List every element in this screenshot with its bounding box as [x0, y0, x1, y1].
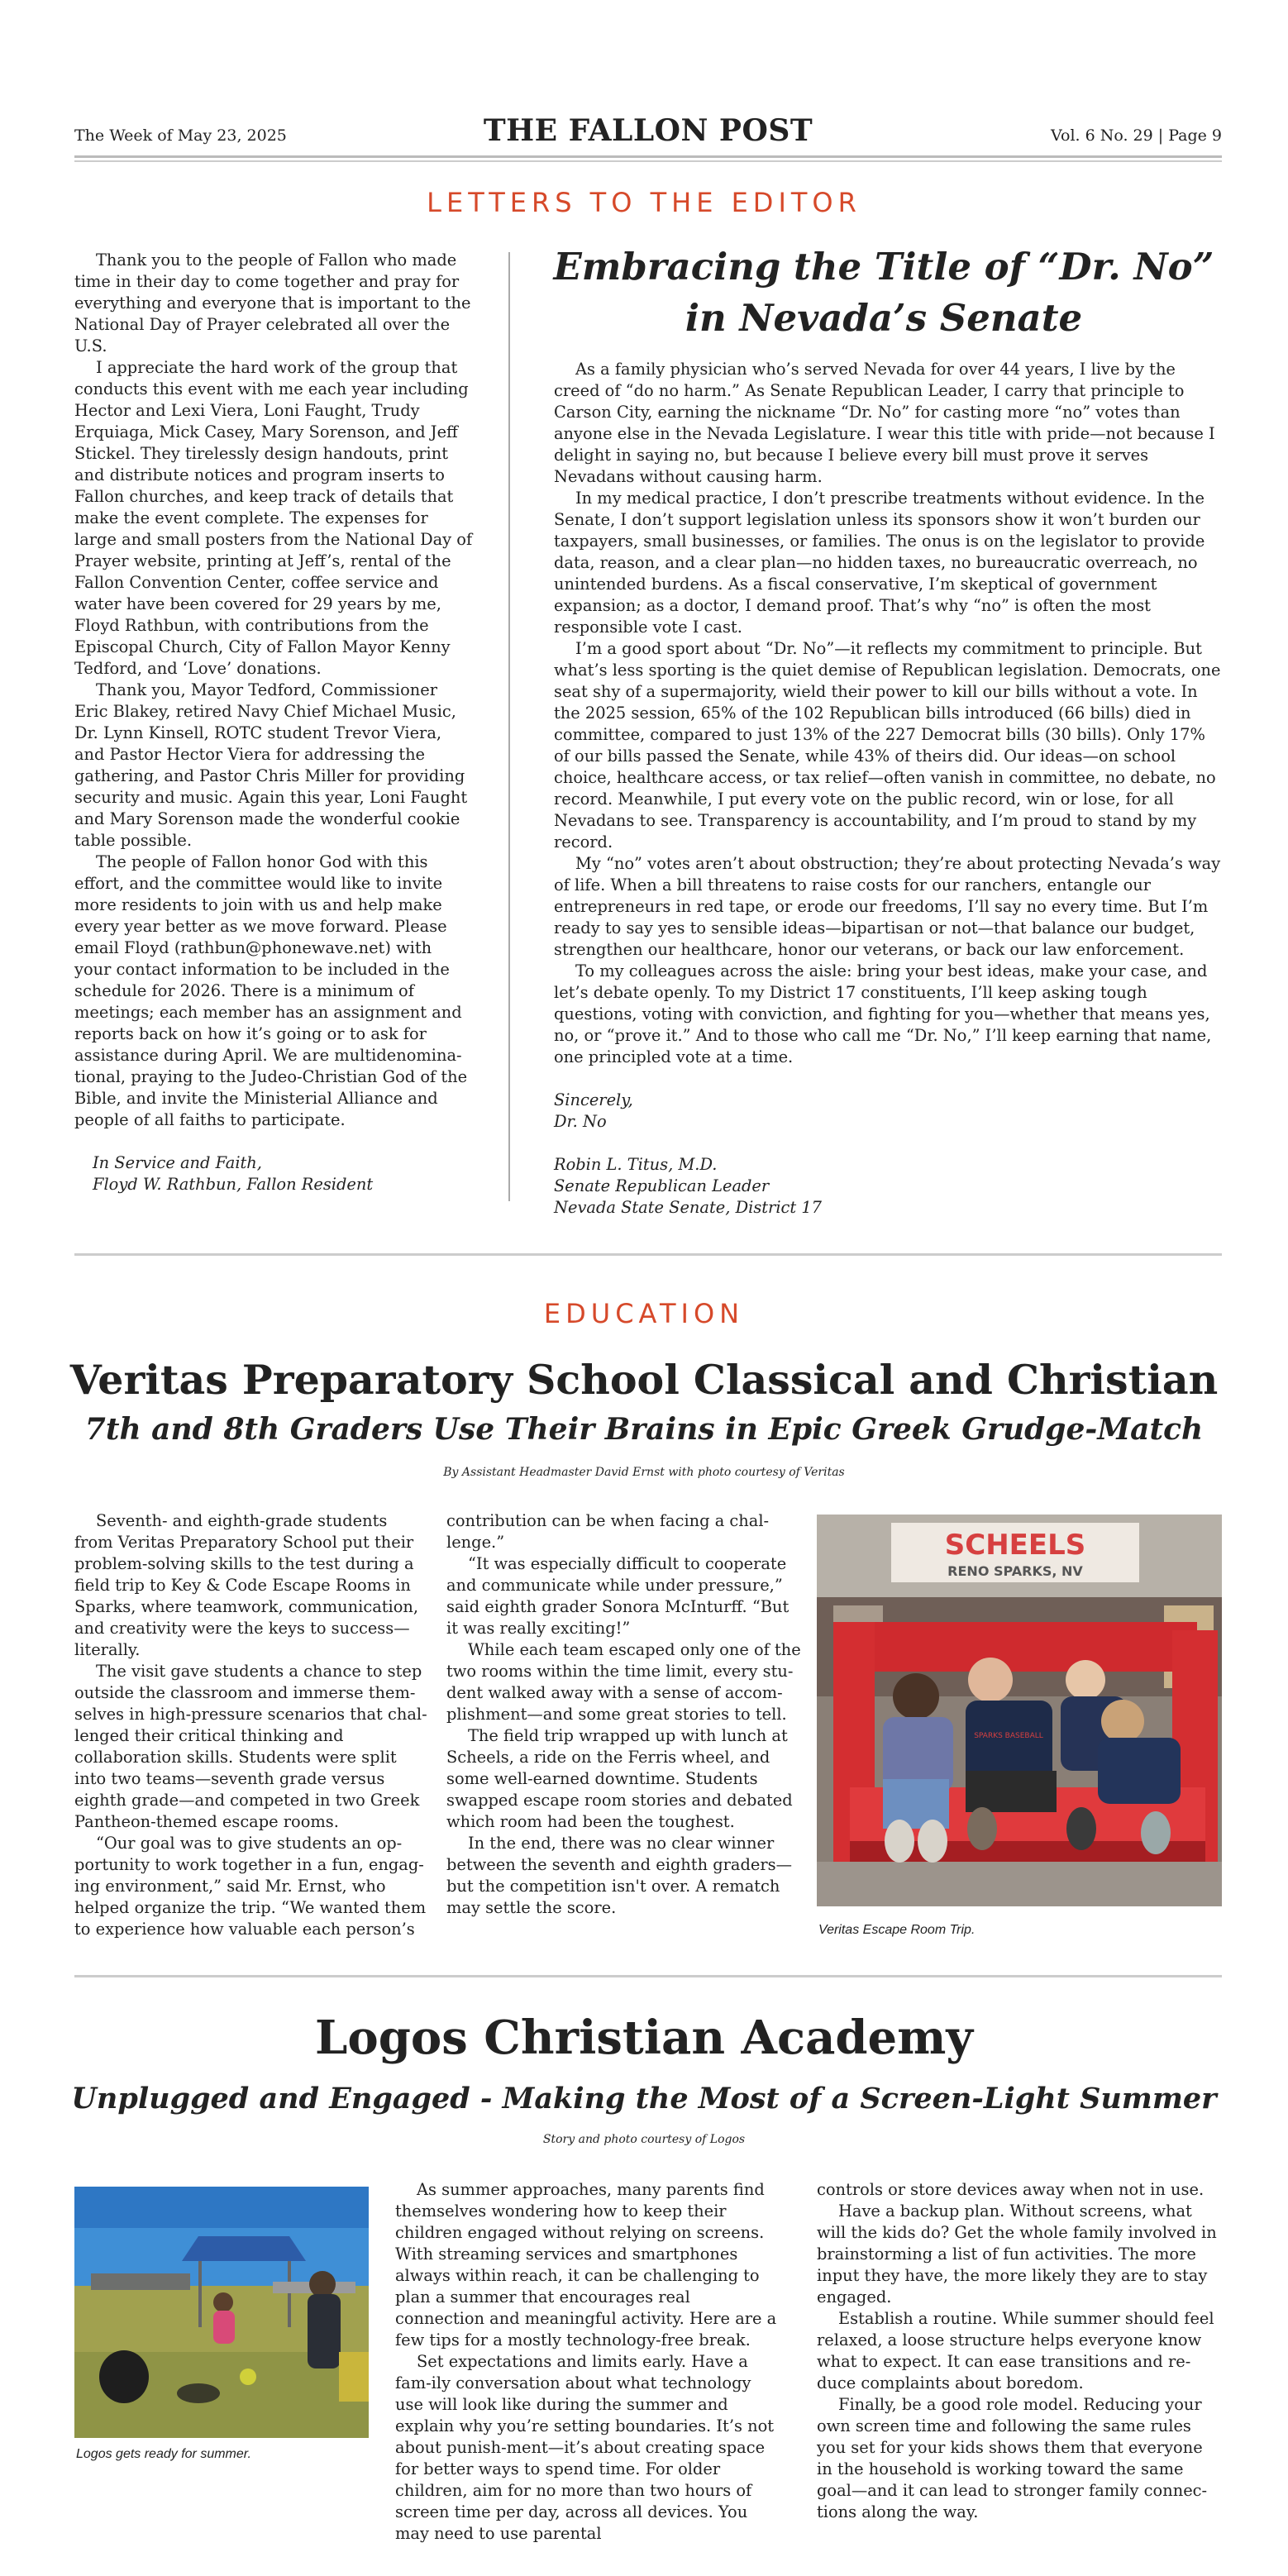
article-paragraph: contribution can be when facing a chal-lenge.” [446, 1511, 770, 1552]
logos-summer-photo [74, 2187, 369, 2438]
letter-titus [554, 359, 1222, 1219]
masthead-rule [74, 155, 1222, 158]
letter-closing: Sincerely, [554, 1090, 633, 1109]
article-paragraph: In the end, there was no clear winner between the seventh and eighth graders—but the competition isn't over. A rematch may settle the score. [446, 1834, 792, 1917]
article-subtitle: 7th and 8th Graders Use Their Brains in Epic Greek Grudge-Match [84, 1412, 1204, 1447]
letter-headline [546, 241, 1222, 344]
letter-headline-line2: in Nevada’s Senate [685, 296, 1083, 340]
letter-closing-name: Dr. No [554, 1112, 607, 1131]
letter-paragraph: My “no” votes aren’t about obstruction; they’re about protecting Nevada’s way of life. When a bill threatens to raise costs for our ranchers, entangle our entrepreneurs in red tape, or erode our freedoms, I’ll say no every time. But I’m ready to say yes to sensible ideas—bipartisan or not—that balance our budget, strengthen our healthcare, honor our veterans, or back our law enforcement. [554, 854, 1221, 959]
letter-paragraph: Thank you, Mayor Tedford, Commissioner Eric Blakey, retired Navy Chief Michael Music, Dr. Lynn Kinsell, ROTC student Trevor Viera, and Pastor Hector Viera for addressing the gathering, and Pastor Chris Miller for providing security and music. Again this year, Loni Faught and Mary Sorenson made the wonderful cookie table possible. [74, 680, 468, 850]
masthead-rule-secondary [74, 160, 1222, 162]
photo-caption: Logos gets ready for summer. [76, 2447, 251, 2461]
letter-paragraph: The people of Fallon honor God with this effort, and the committee would like to invite more residents to join with us and help make every year better as we move forward. Please email Floyd (rathbun@phonewave.net) with your contact information to be included in the schedule for 2026. There is a minimum of meetings; each member has an assignment and reports back on how it’s going or to ask for assistance during April. We are multidenomina-tional, praying to the Judeo-Christian God of the Bible, and invite the Ministerial Alliance and people of all faiths to participate. [74, 852, 468, 1129]
article-column-3 [817, 2179, 1222, 2523]
escape-room-photo-art [817, 1515, 1222, 1906]
signature-office: Nevada State Senate, District 17 [554, 1198, 823, 1217]
signature-name: Robin L. Titus, M.D. [554, 1155, 718, 1174]
escape-room-photo [817, 1515, 1222, 1906]
issue-date: The Week of May 23, 2025 [74, 126, 287, 145]
article-paragraph: The field trip wrapped up with lunch at Scheels, a ride on the Ferris wheel, and some well-earned downtime. Students swapped escape room stories and debated which room had been the toughest. [446, 1726, 793, 1831]
letter-paragraph: I appreciate the hard work of the group that conducts this event with me each year including Hector and Lexi Viera, Loni Faught, Trudy Erquiaga, Mick Casey, Mary Sorenson, and Jeff Stickel. They tirelessly design handouts, print and distribute notices and program inserts to Fallon churches, and keep track of details that make the event complete. The expenses for large and small posters from the National Day of Prayer website, printing at Jeff’s, rental of the Fallon Convention Center, coffee service and water have been covered for 29 years by me, Floyd Rathbun, with contributions from the Episcopal Church, City of Fallon Mayor Kenny Tedford, and ‘Love’ donations. [74, 358, 473, 678]
article-paragraph: Set expectations and limits early. Have a fam-ily conversation about what technology use will look like during the summer and explain why you’re setting boundaries. It’s not about punish-ment—it’s about creating space for better ways to spend time. For older children, aim for no more than two hours of screen time per day, across all devices. You may need to use parental [395, 2352, 775, 2543]
article-paragraph: “It was especially difficult to cooperate and communicate while under pressure,” said eighth grader Sonora McInturff. “But it was really exciting!” [446, 1554, 789, 1638]
letter-signature: Floyd W. Rathbun, Fallon Resident [93, 1175, 374, 1194]
article-title: Veritas Preparatory School Classical and Christian [69, 1356, 1219, 1404]
article-column-2 [446, 1510, 802, 1919]
article-paragraph: While each team escaped only one of the two rooms within the time limit, every stu-dent walked away with a sense of accom-plishment—and some great stories to tell. [446, 1640, 801, 1724]
section-label-education: EDUCATION [543, 1298, 745, 1329]
article-byline: Story and photo courtesy of Logos [542, 2133, 746, 2146]
store-sign-text: SCHEELS [944, 1529, 1086, 1562]
section-rule [74, 1253, 1222, 1256]
letter-paragraph: Thank you to the people of Fallon who made time in their day to come together and pray for everything and everyone that is important to the National Day of Prayer celebrated all over the U.S. [74, 250, 471, 355]
article-paragraph: Have a backup plan. Without screens, what will the kids do? Get the whole family involved in brainstorming a list of fun activities. The more input they have, the more likely they are to stay engaged. [817, 2202, 1217, 2306]
article-paragraph: controls or store devices away when not in use. [817, 2180, 1205, 2199]
article-paragraph: As summer approaches, many parents find themselves wondering how to keep their children engaged without relying on screens. With streaming services and smartphones always within reach, it can be challenging to plan a summer that encourages real connection and meaningful activity. Here are a few tips for a mostly technology-free break. [395, 2180, 777, 2349]
masthead [74, 112, 1222, 158]
logos-summer-photo-art [74, 2187, 369, 2438]
signature-title: Senate Republican Leader [554, 1176, 770, 1195]
letter-headline-line1: Embracing the Title of “Dr. No” [553, 245, 1214, 289]
column-divider [508, 252, 510, 1201]
letter-paragraph: As a family physician who’s served Nevada for over 44 years, I live by the creed of “do no harm.” As Senate Republican Leader, I carry that principle to Carson City, earning the nickname “Dr. No” for casting more “no” votes than anyone else in the Nevada Legislature. I wear this title with pride—not because I delight in saying no, but because I believe every bill must prove it serves Nevadans without causing harm. [554, 360, 1215, 486]
article-title: Logos Christian Academy [315, 2011, 973, 2065]
store-sign-subtext: RENO SPARKS, NV [947, 1563, 1083, 1579]
article-paragraph: Establish a routine. While summer should feel relaxed, a loose structure helps everyone know what to expect. It can ease transitions and re-duce complaints about boredom. [817, 2309, 1214, 2392]
letter-paragraph: I’m a good sport about “Dr. No”—it reflects my commitment to principle. But what’s less sporting is the quiet demise of Republican legislation. Democrats, one seat shy of a supermajority, wield their power to kill our bills without a vote. In the 2025 session, 65% of the 102 Republican bills introduced (66 bills) died in committee, compared to just 13% of the 227 Democrat bills (30 bills). Only 17% of our bills passed the Senate, while 43% of theirs did. Our ideas—on school choice, healthcare access, or tax relief—often vanish in committee, no debate, no record. Meanwhile, I put every vote on the public record, win or lose, for all Nevadans to see. Transparency is accountability, and I’m proud to stand by my record. [554, 639, 1221, 852]
letter-paragraph: To my colleagues across the aisle: bring your best ideas, make your case, and let’s debate openly. To my District 17 constituents, I’ll keep asking tough questions, voting with conviction, and fighting for you—whether that means yes, no, or “prove it.” And to those who call me “Dr. No,” I’ll keep earning that name, one principled vote at a time. [554, 961, 1212, 1066]
section-rule [74, 1975, 1222, 1977]
article-paragraph: “Our goal was to give students an op-portunity to work together in a fun, engag-ing environment,” said Mr. Ernst, who helped organize the trip. “We wanted them to experience how valuable each person’s [74, 1834, 427, 1939]
section-label-letters: LETTERS TO THE EDITOR [427, 187, 861, 218]
photo-caption: Veritas Escape Room Trip. [818, 1923, 976, 1937]
letter-rathbun [74, 250, 473, 1195]
article-subtitle: Unplugged and Engaged - Making the Most of a Screen-Light Summer [71, 2082, 1217, 2116]
article-column-1 [74, 1510, 430, 1940]
newspaper-title: THE FALLON POST [483, 113, 813, 148]
article-column-2 [395, 2179, 784, 2545]
article-byline: By Assistant Headmaster David Ernst with photo courtesy of Veritas [443, 1466, 845, 1479]
letter-paragraph: In my medical practice, I don’t prescribe treatments without evidence. In the Senate, I don’t support legislation unless its sponsors show it won’t burden our taxpayers, small businesses, or families. The onus is on the legislator to provide data, reason, and a clear plan—no hidden taxes, no bureaucratic overreach, no unintended burdens. As a fiscal conservative, I’m skeptical of government expansion; as a doctor, I demand proof. That’s why “no” is often the most responsible vote I cast. [554, 489, 1205, 637]
article-paragraph: Seventh- and eighth-grade students from Veritas Preparatory School put their problem-solving skills to the test during a field trip to Key & Code Escape Rooms in Sparks, where teamwork, communication, and creativity were the keys to success—literally. [74, 1511, 419, 1659]
article-paragraph: The visit gave students a chance to step outside the classroom and immerse them-selves in high-pressure scenarios that chal-lenged their critical thinking and collaboration skills. Students were split into two teams—seventh grade versus eighth grade—and competed in two Greek Pantheon-themed escape rooms. [74, 1662, 427, 1831]
volume-page: Vol. 6 No. 29 | Page 9 [1051, 126, 1222, 145]
article-paragraph: Finally, be a good role model. Reducing your own screen time and following the same rules you set for your kids shows them that everyone in the household is working toward the same goal—and it can lead to stronger family connec-tions along the way. [817, 2395, 1208, 2521]
shirt-text: SPARKS BASEBALL [974, 1732, 1043, 1740]
letter-closing: In Service and Faith, [93, 1153, 262, 1172]
